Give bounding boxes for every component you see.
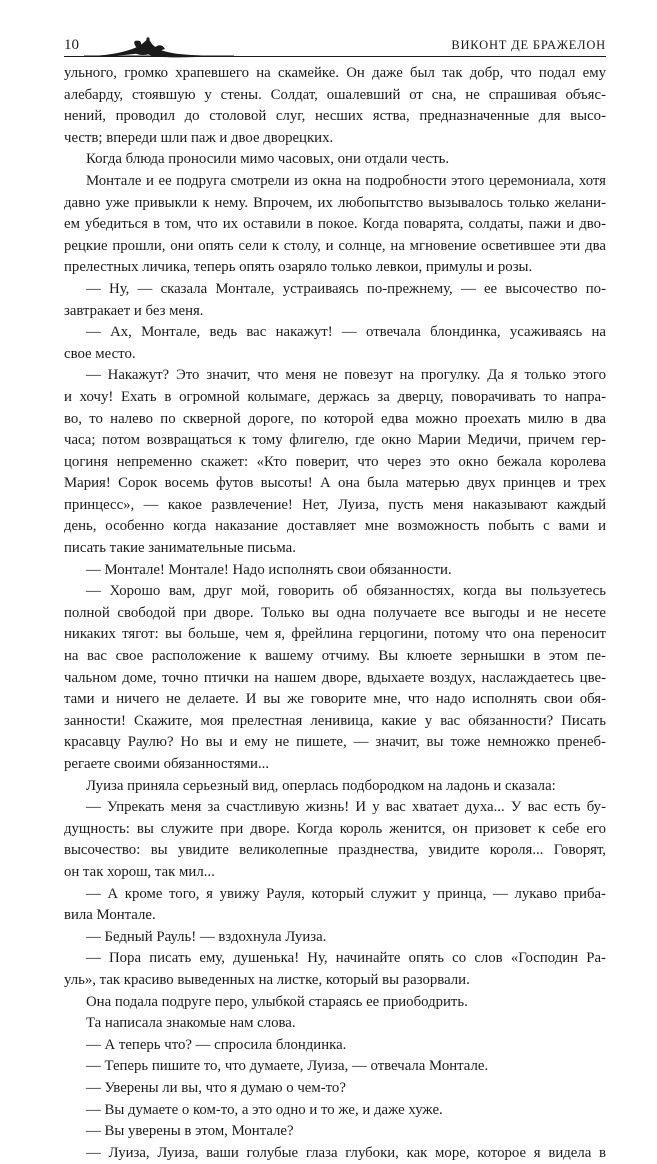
text-line: вила Монтале. <box>64 907 156 924</box>
text-line: — Бедный Рауль! — вздохнула Луиза. <box>86 928 327 945</box>
text-line: во, то налево по скверной дороге, по которой едва можно проехать милю в два <box>64 410 606 427</box>
text-line: на вас свое расположение к вашему отчиму. Вы клюете зернышки в этом пе- <box>64 648 606 665</box>
text-line: — Накажут? Это значит, что меня не повезут на прогулку. Да я только этого <box>86 367 606 384</box>
text-line: дущность: вы служите при дворе. Когда король женится, он призовет к себе его <box>64 820 606 837</box>
text-line: прелестных личика, теперь опять озаряло только левкои, примулы и розы. <box>64 259 533 276</box>
text-line: — Упрекать меня за счастливую жизнь! И у вас хватает духа... У вас есть бу- <box>86 799 606 816</box>
text-line: тами и ничего не делаете. И вы же говорите мне, что надо исполнять свои обя- <box>64 691 606 708</box>
text-line: Та написала знакомые нам слова. <box>86 1015 296 1032</box>
running-title: ВИКОНТ ДЕ БРАЖЕЛОН <box>451 38 606 52</box>
text-line: алебарду, стоявшую у стены. Солдат, ошалевший от сна, не спрашивая объяс- <box>64 86 606 103</box>
text-line: Она подала подруге перо, улыбкой стараясь ее приободрить. <box>86 993 468 1010</box>
text-line: писать такие занимательные письма. <box>64 540 296 557</box>
text-line: красавцу Раулю? Но вы и ему не пишете, — значит, вы тоже немножко пренеб- <box>64 734 606 751</box>
text-line: полной свободой при дворе. Только вы одна получаете все выгоды и не несете <box>64 604 606 621</box>
text-line: — Теперь пишите то, что думаете, Луиза, — отвечала Монтале. <box>86 1058 489 1075</box>
text-line: принцесс», — какое развлечение! Нет, Луиза, пусть меня наказывают каждый <box>64 496 606 513</box>
text-line: регаете своими обязанностями... <box>64 756 270 772</box>
text-line: — Вы думаете о ком-то, а это одно и то же, и даже хуже. <box>86 1101 443 1118</box>
text-line: Луиза приняла серьезный вид, оперлась подбородком на ладонь и сказала: <box>86 777 556 794</box>
text-line: давно уже привыкли к нему. Впрочем, их любопытство вызывалось только желани- <box>64 194 606 211</box>
text-line: — Ну, — сказала Монтале, устраиваясь по-прежнему, — ее высочество по- <box>86 280 606 297</box>
text-line: никаких тягот: вы больше, чем я, фрейлина герцогини, потому что она переносит <box>64 626 606 643</box>
text-line: — Монтале! Монтале! Надо исполнять свои обязанности. <box>86 561 452 578</box>
page-header <box>64 36 606 60</box>
text-line: — Уверены ли вы, что я думаю о чем-то? <box>86 1079 346 1096</box>
text-line: рецкие прошли, они опять сели к столу, и солнце, на мгновение осветившее эти два <box>64 237 606 254</box>
text-line: — Ах, Монтале, ведь вас накажут! — отвечала блондинка, усаживаясь на <box>86 324 606 341</box>
text-line: — Хорошо вам, друг мой, говорить об обязанностях, когда вы пользуетесь <box>86 583 606 600</box>
page-number: 10 <box>64 37 79 53</box>
text-line: — А кроме того, я увижу Рауля, который служит у принца, — лукаво приба- <box>86 885 606 902</box>
text-line: высочество: вы увидите великолепные празднества, увидите короля... Говорят, <box>64 842 606 859</box>
text-line: свое место. <box>64 345 136 362</box>
text-line: Мария! Сорок восемь футов высоты! А она была матерью двух принцев и трех <box>64 475 606 492</box>
text-line: и хочу! Ехать в огромной колымаге, держась за дверцу, поворачивать то напра- <box>64 388 606 405</box>
text-line: он так хорош, так мил... <box>64 863 215 880</box>
text-line: честв; впереди шли паж и двое дворецких. <box>64 129 334 146</box>
page-text-body <box>64 63 606 1164</box>
text-line: завтракает и без меня. <box>64 302 204 319</box>
text-line: нений, проводил до столовой слуг, несших яства, предназначенные для высо- <box>64 108 606 125</box>
text-line: уль», так красиво выведенных на листке, который вы разорвали. <box>64 971 470 988</box>
text-line: день, особенно когда наказание доставляет мне возможность побыть с вами и <box>64 518 606 535</box>
text-line: Когда блюда проносили мимо часовых, они отдали честь. <box>86 151 450 168</box>
text-line: — Луиза, Луиза, ваши голубые глаза глубоки, как море, которое я видела в <box>86 1144 606 1161</box>
text-line: Монтале и ее подруга смотрели из окна на подробности этого церемониала, хотя <box>86 172 606 189</box>
text-line: часа; потом возвращаться к тому флигелю, где окно Марии Медичи, причем гер- <box>64 432 606 449</box>
text-line: чальном доме, точно птички на нашем дворе, вдыхаете воздух, наслаждаетесь цве- <box>64 669 606 686</box>
text-line: — А теперь что? — спросила блондинка. <box>86 1036 347 1053</box>
text-line: ем убедиться в том, что их оставили в покое. Когда поварята, солдаты, пажи и дво- <box>64 216 606 233</box>
text-line: занности! Скажите, моя прелестная ленивица, какие у вас обязанности? Писать <box>64 712 606 729</box>
text-line: — Вы уверены в этом, Монтале? <box>86 1123 294 1140</box>
text-line: — Пора писать ему, душенька! Ну, начинайте опять со слов «Господин Ра- <box>86 950 606 967</box>
text-line: ульного, громко храпевшего на скамейке. Он даже был так добр, что подал ему <box>64 65 606 81</box>
ornament-icon <box>84 36 234 58</box>
text-line: цогиня непременно скажет: «Кто поверит, что через это окно бежала королева <box>64 453 606 470</box>
header-rule <box>64 56 606 57</box>
